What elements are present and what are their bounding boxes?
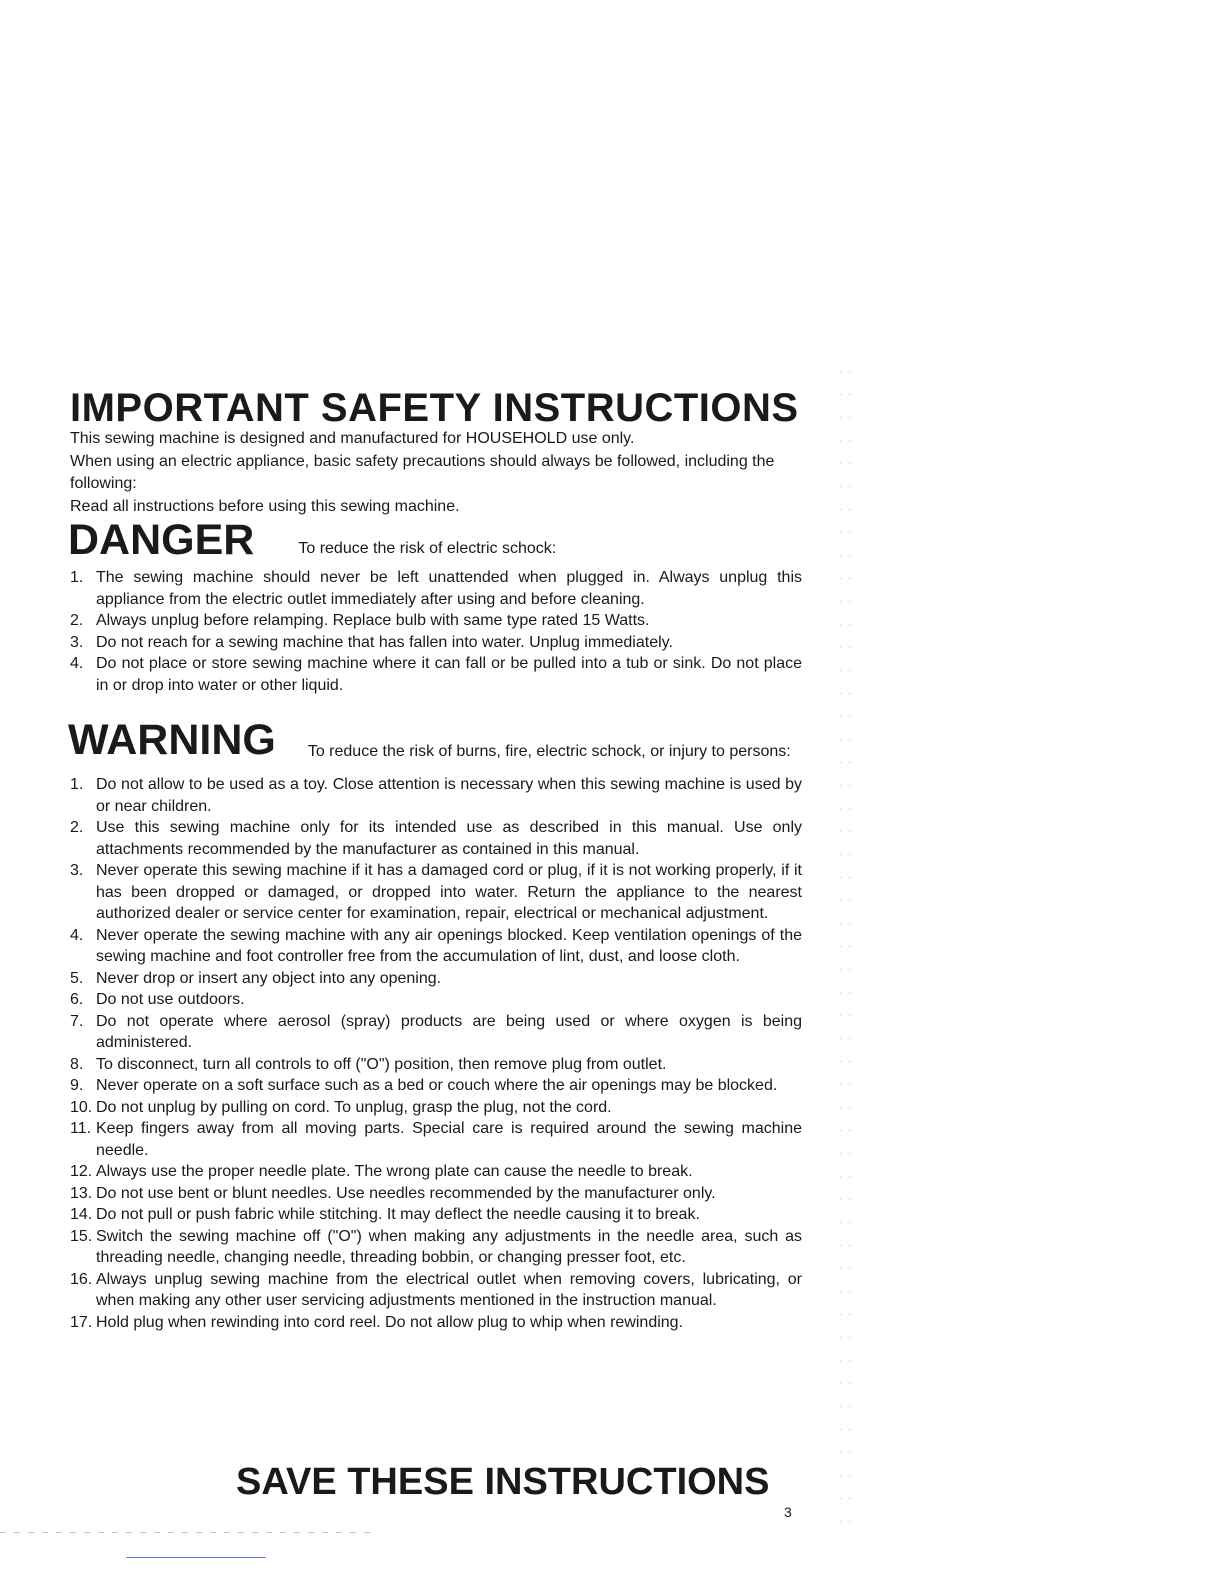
item-text: Never operate this sewing machine if it has a damaged cord or plug, if it is not working properly, if it has been dropped or damaged, or dropped into water. Return the appliance to the nearest authorized dealer or service center for examination, repair, electrical or mechanical adjustment.: [96, 862, 802, 922]
item-text: Do not allow to be used as a toy. Close attention is necessary when this sewing machine is used by or near children.: [96, 776, 802, 815]
list-item: [70, 968, 802, 990]
intro-text: [70, 428, 810, 518]
item-number: 13.: [70, 1184, 93, 1202]
item-text: Never drop or insert any object into any opening.: [96, 969, 442, 987]
list-item: [70, 860, 802, 925]
save-instructions-heading: SAVE THESE INSTRUCTIONS: [236, 1461, 770, 1503]
list-item: [70, 925, 802, 968]
item-text: To disconnect, turn all controls to off ("O") position, then remove plug from outlet.: [96, 1055, 667, 1073]
list-item: [70, 1118, 802, 1161]
item-number: 2.: [70, 612, 84, 629]
item-text: Do not operate where aerosol (spray) products are being used or where oxygen is being administered.: [96, 1012, 802, 1051]
list-item: [70, 1054, 802, 1076]
danger-list: [70, 567, 802, 696]
item-number: 2.: [70, 819, 84, 836]
list-item: [70, 1204, 802, 1226]
scan-edge-specks: [836, 360, 856, 1540]
item-text: The sewing machine should never be left unattended when plugged in. Always unplug this appliance from the electric outlet immediately after using and before cleaning.: [96, 569, 802, 608]
list-item: [70, 817, 802, 860]
item-number: 10.: [70, 1098, 93, 1116]
list-item: [70, 989, 802, 1011]
item-text: Do not use bent or blunt needles. Use needles recommended by the manufacturer only.: [96, 1184, 716, 1202]
intro-line: This sewing machine is designed and manufactured for HOUSEHOLD use only.: [70, 430, 635, 447]
list-item: [70, 653, 802, 696]
item-text: Do not reach for a sewing machine that has fallen into water. Unplug immediately.: [96, 633, 673, 651]
item-number: 1.: [70, 569, 84, 586]
scan-artifact-line: [0, 1532, 370, 1533]
item-number: 16.: [70, 1270, 93, 1288]
warning-note: To reduce the risk of burns, fire, electric schock, or injury to persons:: [307, 743, 791, 760]
item-number: 3.: [70, 633, 84, 651]
list-item: [70, 1011, 802, 1054]
intro-line: Read all instructions before using this sewing machine.: [70, 497, 460, 515]
danger-heading: [68, 518, 556, 562]
item-number: 1.: [70, 776, 84, 793]
item-number: 8.: [70, 1055, 84, 1073]
item-text: Hold plug when rewinding into cord reel. Do not allow plug to whip when rewinding.: [96, 1313, 684, 1331]
page-title: IMPORTANT SAFETY INSTRUCTIONS: [70, 386, 799, 430]
item-number: 4.: [70, 655, 84, 672]
danger-note: To reduce the risk of electric schock:: [298, 540, 557, 557]
list-item: [70, 1161, 802, 1183]
item-text: Do not unplug by pulling on cord. To unplug, grasp the plug, not the cord.: [96, 1098, 612, 1116]
list-item: [70, 632, 802, 654]
intro-line: When using an electric appliance, basic safety precautions should always be followed, including the following:: [70, 452, 775, 492]
danger-label: DANGER: [68, 516, 255, 564]
item-text: Use this sewing machine only for its intended use as described in this manual. Use only attachments recommended by the manufacturer as contained in this manual.: [96, 819, 802, 858]
item-text: Always unplug sewing machine from the electrical outlet when removing covers, lubricating, or when making any other user servicing adjustments mentioned in the instruction manual.: [96, 1270, 802, 1309]
item-text: Always use the proper needle plate. The wrong plate can cause the needle to break.: [96, 1163, 693, 1180]
list-item: [70, 1075, 802, 1097]
item-text: Do not pull or push fabric while stitching. It may deflect the needle causing it to break.: [96, 1206, 700, 1223]
item-number: 17.: [70, 1313, 93, 1331]
item-number: 7.: [70, 1012, 84, 1030]
item-number: 9.: [70, 1077, 84, 1094]
item-text: Switch the sewing machine off ("O") when making any adjustments in the needle area, such as threading needle, changing needle, threading bobbin, or changing presser foot, etc.: [96, 1227, 802, 1266]
item-text: Do not place or store sewing machine where it can fall or be pulled into a tub or sink. Do not place in or drop into water or other liquid.: [96, 655, 802, 694]
item-number: 11.: [70, 1120, 92, 1137]
item-number: 4.: [70, 926, 84, 944]
blue-rule: [126, 1557, 266, 1558]
item-text: Always unplug before relamping. Replace bulb with same type rated 15 Watts.: [96, 612, 650, 629]
warning-list: [70, 774, 802, 1333]
item-number: 12.: [70, 1163, 93, 1180]
list-item: [70, 1097, 802, 1119]
list-item: [70, 1183, 802, 1205]
item-text: Do not use outdoors.: [96, 991, 245, 1008]
list-item: [70, 610, 802, 632]
list-item: [70, 774, 802, 817]
page-number: 3: [784, 1504, 792, 1520]
item-number: 5.: [70, 969, 84, 987]
list-item: [70, 1269, 802, 1312]
list-item: [70, 567, 802, 610]
list-item: [70, 1226, 802, 1269]
list-item: [70, 1312, 802, 1334]
item-text: Never operate on a soft surface such as a bed or couch where the air openings may be blocked.: [96, 1077, 778, 1094]
item-number: 15.: [70, 1227, 93, 1245]
warning-heading: [68, 718, 818, 762]
item-number: 3.: [70, 862, 84, 879]
item-number: 6.: [70, 991, 84, 1008]
item-text: Never operate the sewing machine with any air openings blocked. Keep ventilation openings of the sewing machine and foot controller free from the accumulation of lint, dust, and loose cloth.: [96, 926, 802, 965]
item-text: Keep fingers away from all moving parts. Special care is required around the sewing machine needle.: [96, 1120, 802, 1159]
item-number: 14.: [70, 1206, 93, 1223]
warning-label: WARNING: [68, 716, 276, 764]
